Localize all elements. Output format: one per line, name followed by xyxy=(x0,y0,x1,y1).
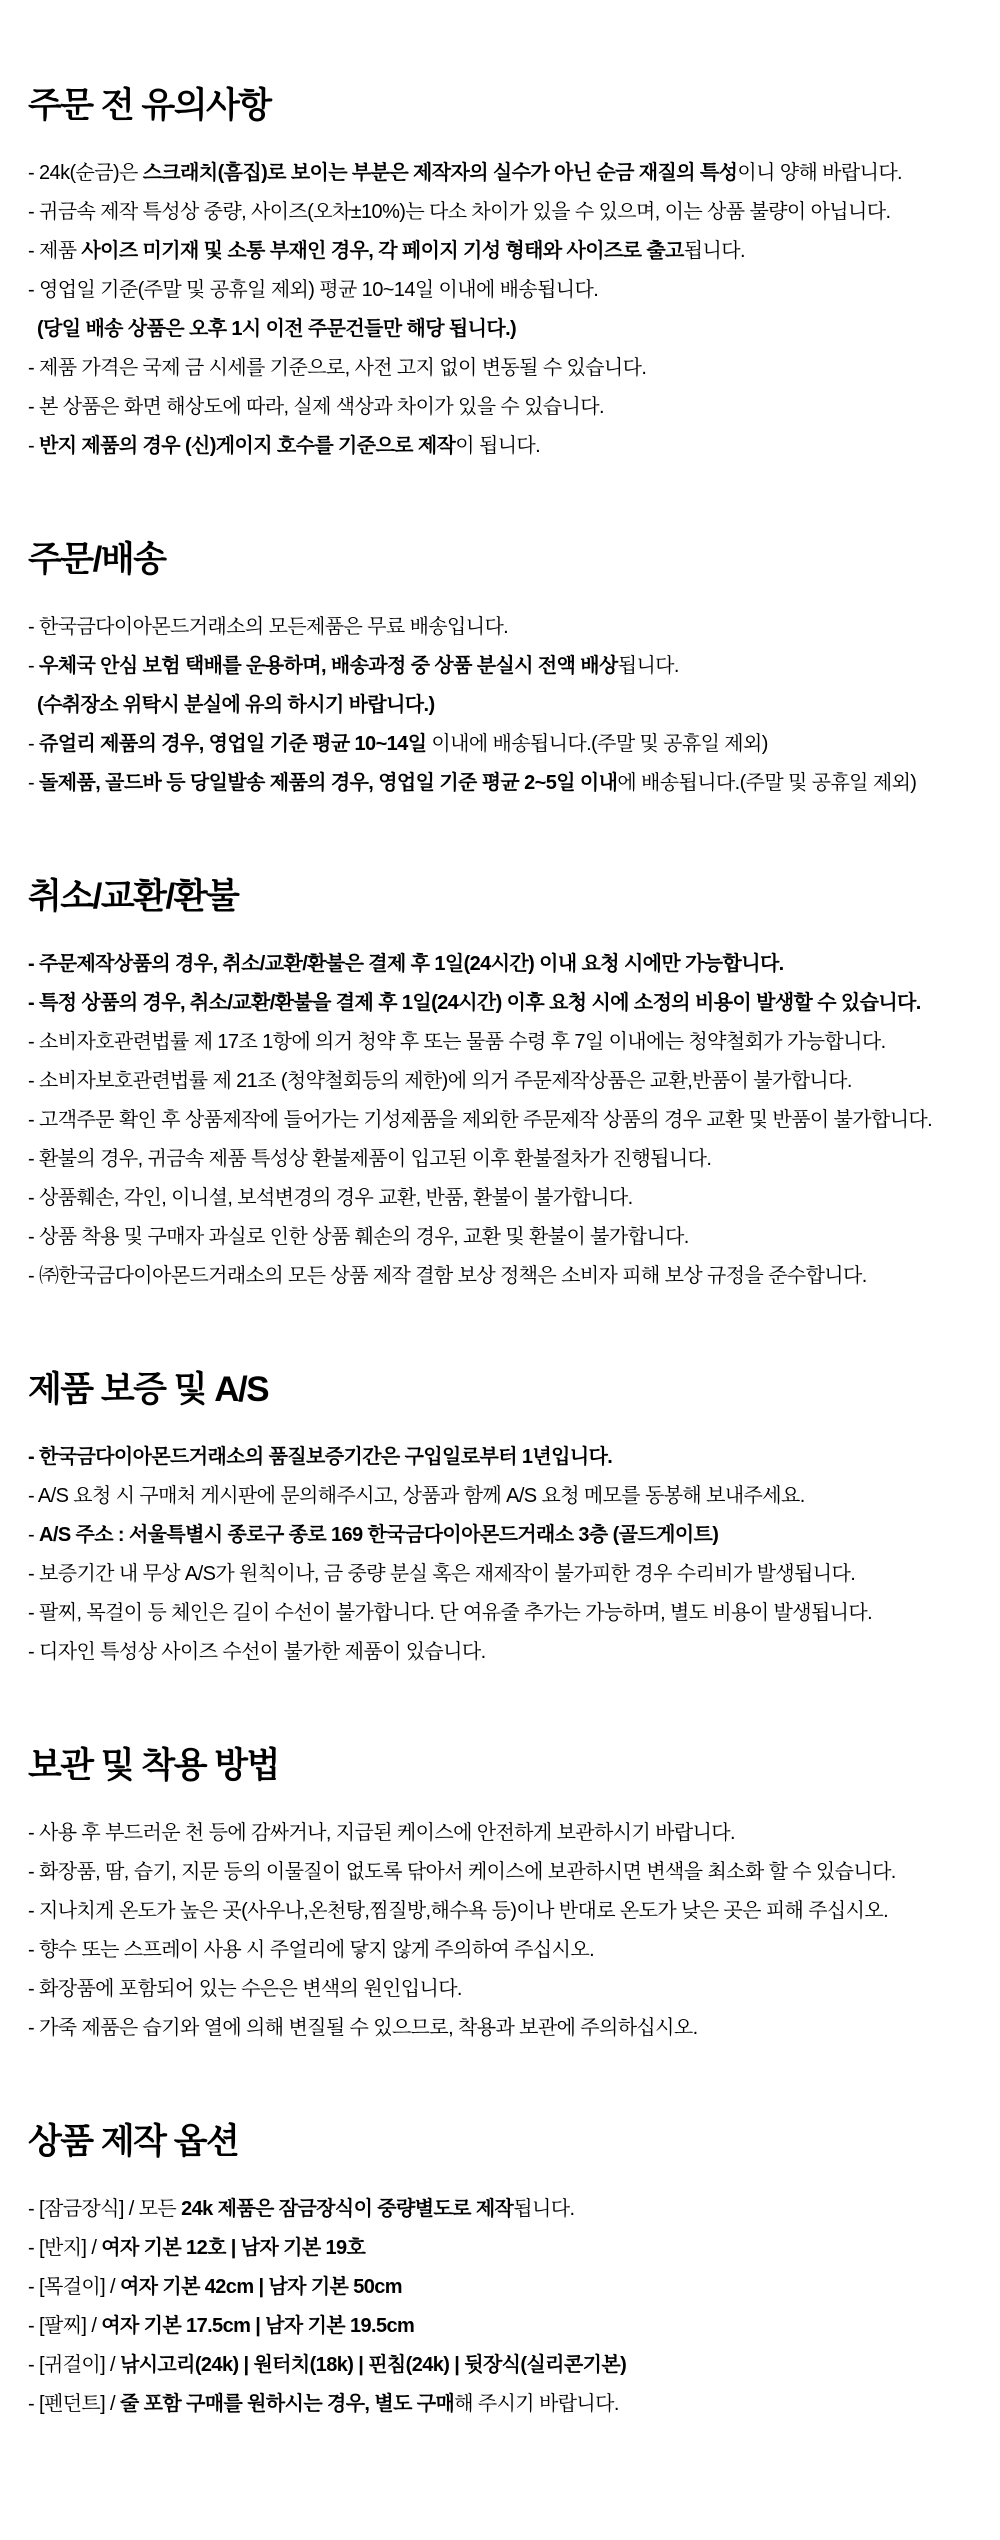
text-segment: - [귀걸이] / xyxy=(28,2354,120,2376)
text-segment: A/S 주소 : 서울특별시 종로구 종로 169 한국금다이아몬드거래소 3층 (골드게이트) xyxy=(39,1524,719,1546)
notice-line xyxy=(28,945,980,984)
notice-line xyxy=(28,310,980,349)
text-segment: - 디자인 특성상 사이즈 수선이 불가한 제품이 있습니다. xyxy=(28,1641,486,1663)
section-title: 상품 제작 옵션 xyxy=(28,2122,239,2161)
text-segment: - 화장품, 땀, 습기, 지문 등의 이물질이 없도록 닦아서 케이스에 보관하시면 변색을 최소화 할 수 있습니다. xyxy=(28,1861,896,1883)
notice-line xyxy=(28,1814,980,1853)
text-segment: - 상품 착용 및 구매자 과실로 인한 상품 훼손의 경우, 교환 및 환불이 불가합니다. xyxy=(28,1226,689,1248)
text-segment: - 팔찌, 목걸이 등 체인은 길이 수선이 불가합니다. 단 여유줄 추가는 가능하며, 별도 비용이 발생됩니다. xyxy=(28,1602,873,1624)
notice-line xyxy=(28,2190,980,2229)
notice-line xyxy=(28,271,980,310)
notice-section xyxy=(28,2118,980,2424)
text-segment: 낚시고리(24k) | 원터치(18k) | 핀침(24k) | 뒷장식(실리콘기본) xyxy=(119,2354,627,2376)
text-segment: 이내에 배송됩니다.(주말 및 공휴일 제외) xyxy=(426,733,768,755)
notice-line xyxy=(28,1218,980,1257)
section-title: 제품 보증 및 A/S xyxy=(28,1370,269,1409)
notice-line xyxy=(28,388,980,427)
text-segment: - 소비자보호관련법률 제 21조 (청약철회등의 제한)에 의거 주문제작상품은 교환,반품이 불가합니다. xyxy=(28,1070,852,1092)
section-title: 주문/배송 xyxy=(28,540,166,579)
text-segment: 에 배송됩니다.(주말 및 공휴일 제외) xyxy=(617,772,917,794)
text-segment: (당일 배송 상품은 오후 1시 이전 주문건들만 해당 됩니다.) xyxy=(37,318,517,340)
notice-line xyxy=(28,1892,980,1931)
notice-line xyxy=(28,2307,980,2346)
text-segment: - 본 상품은 화면 해상도에 따라, 실제 색상과 차이가 있을 수 있습니다. xyxy=(28,396,604,418)
text-segment: - ㈜한국금다이아몬드거래소의 모든 상품 제작 결함 보상 정책은 소비자 피해 보상 규정을 준수합니다. xyxy=(28,1265,867,1287)
text-segment: 여자 기본 17.5cm | 남자 기본 19.5cm xyxy=(101,2315,415,2337)
text-segment: 쥬얼리 제품의 경우, 영업일 기준 평균 10~14일 xyxy=(39,733,427,755)
text-segment: - 향수 또는 스프레이 사용 시 주얼리에 닿지 않게 주의하여 주십시오. xyxy=(28,1939,595,1961)
text-segment: - xyxy=(28,1524,40,1546)
text-segment: - 제품 xyxy=(28,240,82,262)
notice-section xyxy=(28,536,980,803)
notice-line xyxy=(28,2346,980,2385)
text-segment: 여자 기본 42cm | 남자 기본 50cm xyxy=(119,2276,402,2298)
notice-line xyxy=(28,1853,980,1892)
notice-line xyxy=(28,1931,980,1970)
notice-line xyxy=(28,2009,980,2048)
text-segment: 이 됩니다. xyxy=(455,435,541,457)
notice-section xyxy=(28,873,980,1296)
text-segment: - 소비자호관련법률 제 17조 1항에 의거 청약 후 또는 물품 수령 후 7일 이내에는 청약철회가 가능합니다. xyxy=(28,1031,886,1053)
notice-section xyxy=(28,1366,980,1672)
notice-line xyxy=(28,193,980,232)
text-segment: - 가죽 제품은 습기와 열에 의해 변질될 수 있으므로, 착용과 보관에 주의하십시오. xyxy=(28,2017,698,2039)
notice-line xyxy=(28,1179,980,1218)
text-segment: (수취장소 위탁시 분실에 유의 하시기 바랍니다.) xyxy=(37,694,435,716)
text-segment: - xyxy=(28,435,40,457)
notice-line xyxy=(28,984,980,1023)
text-segment: - [반지] / xyxy=(28,2237,102,2259)
notice-line xyxy=(28,686,980,725)
notice-line xyxy=(28,1438,980,1477)
text-segment: - 고객주문 확인 후 상품제작에 들어가는 기성제품을 제외한 주문제작 상품의 경우 교환 및 반품이 불가합니다. xyxy=(28,1109,933,1131)
notice-line xyxy=(28,1101,980,1140)
notice-line xyxy=(28,608,980,647)
notice-line xyxy=(28,427,980,466)
text-segment: - xyxy=(28,733,40,755)
text-segment: 돌제품, 골드바 등 당일발송 제품의 경우, 영업일 기준 평균 2~5일 이내 xyxy=(39,772,618,794)
text-segment: - 한국금다이아몬드거래소의 품질보증기간은 구입일로부터 1년입니다. xyxy=(28,1446,613,1468)
notice-line xyxy=(28,1023,980,1062)
text-segment: - 영업일 기준(주말 및 공휴일 제외) 평균 10~14일 이내에 배송됩니다. xyxy=(28,279,599,301)
text-segment: 됩니다. xyxy=(513,2198,575,2220)
text-segment: - 지나치게 온도가 높은 곳(사우나,온천탕,찜질방,해수욕 등)이나 반대로 온도가 낮은 곳은 피해 주십시오. xyxy=(28,1900,889,1922)
text-segment: - 한국금다이아몬드거래소의 모든제품은 무료 배송입니다. xyxy=(28,616,509,638)
notice-line xyxy=(28,2229,980,2268)
notice-line xyxy=(28,349,980,388)
text-segment: 됩니다. xyxy=(683,240,745,262)
text-segment: 스크래치(흠집)로 보이는 부분은 제작자의 실수가 아닌 순금 재질의 특성 xyxy=(142,162,738,184)
text-segment: - [잠금장식] / 모든 xyxy=(28,2198,182,2220)
text-segment: - 사용 후 부드러운 천 등에 감싸거나, 지급된 케이스에 안전하게 보관하시기 바랍니다. xyxy=(28,1822,735,1844)
text-segment: 사이즈 미기재 및 소통 부재인 경우, 각 페이지 기성 형태와 사이즈로 출고 xyxy=(81,240,684,262)
notice-line xyxy=(28,1633,980,1672)
section-title: 주문 전 유의사항 xyxy=(28,86,271,125)
text-segment: - 보증기간 내 무상 A/S가 원칙이나, 금 중량 분실 혹은 재제작이 불가피한 경우 수리비가 발생됩니다. xyxy=(28,1563,856,1585)
text-segment: - 환불의 경우, 귀금속 제품 특성상 환불제품이 입고된 이후 환불절차가 진행됩니다. xyxy=(28,1148,712,1170)
text-segment: - [펜던트] / xyxy=(28,2393,120,2415)
notice-line xyxy=(28,232,980,271)
text-segment: 여자 기본 12호 | 남자 기본 19호 xyxy=(101,2237,366,2259)
notice-line xyxy=(28,1555,980,1594)
text-segment: 됩니다. xyxy=(617,655,679,677)
notice-line xyxy=(28,2268,980,2307)
notice-line xyxy=(28,2385,980,2424)
notice-line xyxy=(28,1257,980,1296)
notice-line xyxy=(28,764,980,803)
notice-line xyxy=(28,1970,980,2009)
section-title: 취소/교환/환불 xyxy=(28,877,239,916)
section-title: 보관 및 착용 방법 xyxy=(28,1746,279,1785)
text-segment: - A/S 요청 시 구매처 게시판에 문의해주시고, 상품과 함께 A/S 요청 메모를 동봉해 보내주세요. xyxy=(28,1485,805,1507)
notice-line xyxy=(28,1516,980,1555)
notice-line xyxy=(28,1594,980,1633)
notice-line xyxy=(28,154,980,193)
notice-line xyxy=(28,1477,980,1516)
text-segment: - 상품훼손, 각인, 이니셜, 보석변경의 경우 교환, 반품, 환불이 불가합니다. xyxy=(28,1187,633,1209)
text-segment: 이니 양해 바랍니다. xyxy=(737,162,902,184)
text-segment: - 24k(순금)은 xyxy=(28,162,143,184)
notice-line xyxy=(28,1062,980,1101)
text-segment: 반지 제품의 경우 (신)게이지 호수를 기준으로 제작 xyxy=(39,435,456,457)
text-segment: - 특정 상품의 경우, 취소/교환/환불을 결제 후 1일(24시간) 이후 요청 시에 소정의 비용이 발생할 수 있습니다. xyxy=(28,992,921,1014)
text-segment: - [목걸이] / xyxy=(28,2276,120,2298)
notice-section xyxy=(28,82,980,466)
text-segment: - 주문제작상품의 경우, 취소/교환/환불은 결제 후 1일(24시간) 이내 요청 시에만 가능합니다. xyxy=(28,953,784,975)
notice-section xyxy=(28,1742,980,2048)
text-segment: 우체국 안심 보험 택배를 운용하며, 배송과정 중 상품 분실시 전액 배상 xyxy=(39,655,618,677)
text-segment: - 제품 가격은 국제 금 시세를 기준으로, 사전 고지 없이 변동될 수 있습니다. xyxy=(28,357,647,379)
text-segment: - xyxy=(28,772,40,794)
text-segment: - 화장품에 포함되어 있는 수은은 변색의 원인입니다. xyxy=(28,1978,462,2000)
text-segment: 줄 포함 구매를 원하시는 경우, 별도 구매 xyxy=(119,2393,455,2415)
text-segment: - [팔찌] / xyxy=(28,2315,102,2337)
text-segment: 24k 제품은 잠금장식이 중량별도로 제작 xyxy=(181,2198,514,2220)
text-segment: - 귀금속 제작 특성상 중량, 사이즈(오차±10%)는 다소 차이가 있을 수 있으며, 이는 상품 불량이 아닙니다. xyxy=(28,201,891,223)
text-segment: 해 주시기 바랍니다. xyxy=(454,2393,619,2415)
text-segment: - xyxy=(28,655,40,677)
notice-line xyxy=(28,647,980,686)
notice-line xyxy=(28,1140,980,1179)
notice-line xyxy=(28,725,980,764)
